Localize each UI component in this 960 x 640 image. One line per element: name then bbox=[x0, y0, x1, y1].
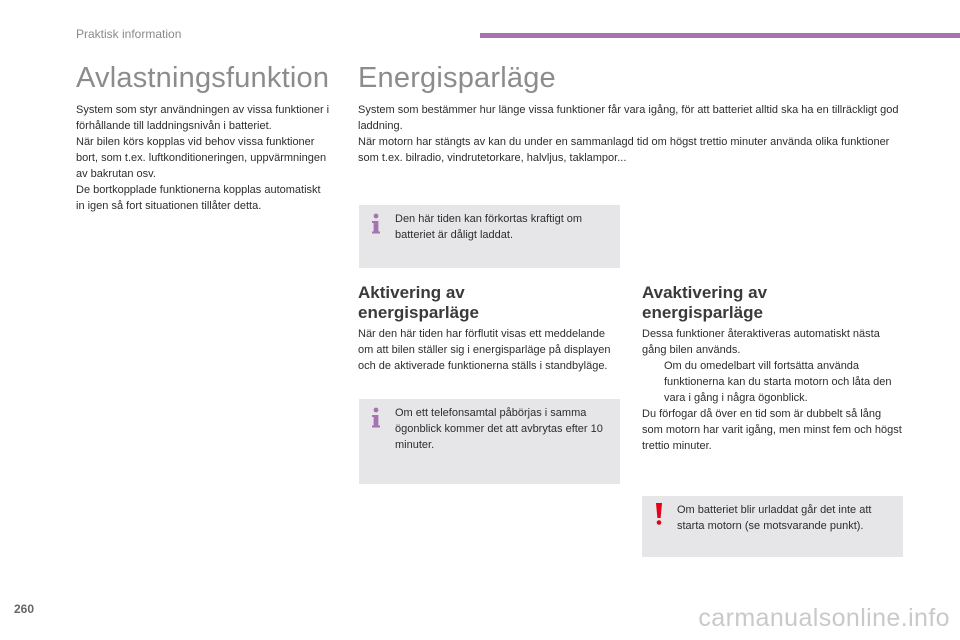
title-avlastningsfunktion: Avlastningsfunktion bbox=[76, 62, 330, 94]
info-box-battery-note bbox=[359, 205, 620, 268]
avlastning-body bbox=[76, 102, 332, 214]
bullet-text: Om du omedelbart vill fortsätta använda funktionerna kan du starta motorn och låta den vara i gång i några ögonblick. bbox=[664, 360, 892, 404]
info-icon bbox=[370, 407, 382, 429]
intro-paragraph: System som bestämmer hur länge vissa funktioner får vara igång, för att batteriet alltid ska ha en tillräckligt god laddning. bbox=[358, 104, 899, 132]
section-header: Praktisk information bbox=[76, 27, 182, 41]
intro-paragraph: När motorn har stängts av kan du under en sammanlagd tid om högst trettio minuter använda olika funktioner som t.ex. bilradio, vindrutetorkare, halvljus, taklampor... bbox=[358, 136, 890, 164]
info-box-phone-call bbox=[359, 399, 620, 484]
avaktivering-text: Dessa funktioner återaktiveras automatiskt nästa gång bilen används. bbox=[642, 328, 880, 356]
warning-icon bbox=[652, 502, 666, 526]
avlastning-paragraph: När bilen körs kopplas vid behov vissa funktioner bort, som t.ex. luftkonditioneringen, uppvärmningen av bakrutan osv. bbox=[76, 136, 327, 180]
warning-box-battery bbox=[642, 496, 903, 557]
avaktivering-text-2: Du förfogar då över en tid som är dubbelt så lång som motorn har varit igång, men minst fem och högst trettio minuter. bbox=[642, 408, 902, 452]
info-icon bbox=[370, 213, 382, 235]
page-number: 260 bbox=[14, 602, 35, 616]
warning-note-text: Om batteriet blir urladdat går det inte att starta motorn (se motsvarande punkt). bbox=[677, 504, 872, 532]
avaktivering-body bbox=[642, 326, 904, 454]
avlastning-paragraph: De bortkopplade funktionerna kopplas automatiskt in igen så fort situationen tillåter detta. bbox=[76, 184, 321, 212]
info-note-text: Om ett telefonsamtal påbörjas i samma ögonblick kommer det att avbrytas efter 10 minuter. bbox=[395, 407, 603, 451]
title-energisparlage: Energisparläge bbox=[358, 62, 556, 94]
watermark: carmanualsonline.info bbox=[698, 604, 950, 632]
info-note-text: Den här tiden kan förkortas kraftigt om batteriet är dåligt laddat. bbox=[395, 213, 583, 241]
energisparlage-intro bbox=[358, 102, 903, 166]
heading-avaktivering: Avaktivering av energisparläge bbox=[642, 283, 768, 322]
avlastning-paragraph: System som styr användningen av vissa funktioner i förhållande till laddningsnivån i batteriet. bbox=[76, 104, 330, 132]
aktivering-text: När den här tiden har förflutit visas ett meddelande om att bilen ställer sig i energisparläge på displayen och de aktiverade funktionerna ställs i standbyläge. bbox=[358, 328, 611, 372]
heading-aktivering: Aktivering av energisparläge bbox=[358, 283, 479, 322]
header-accent-bar bbox=[480, 33, 960, 38]
bullet-item bbox=[642, 358, 904, 406]
